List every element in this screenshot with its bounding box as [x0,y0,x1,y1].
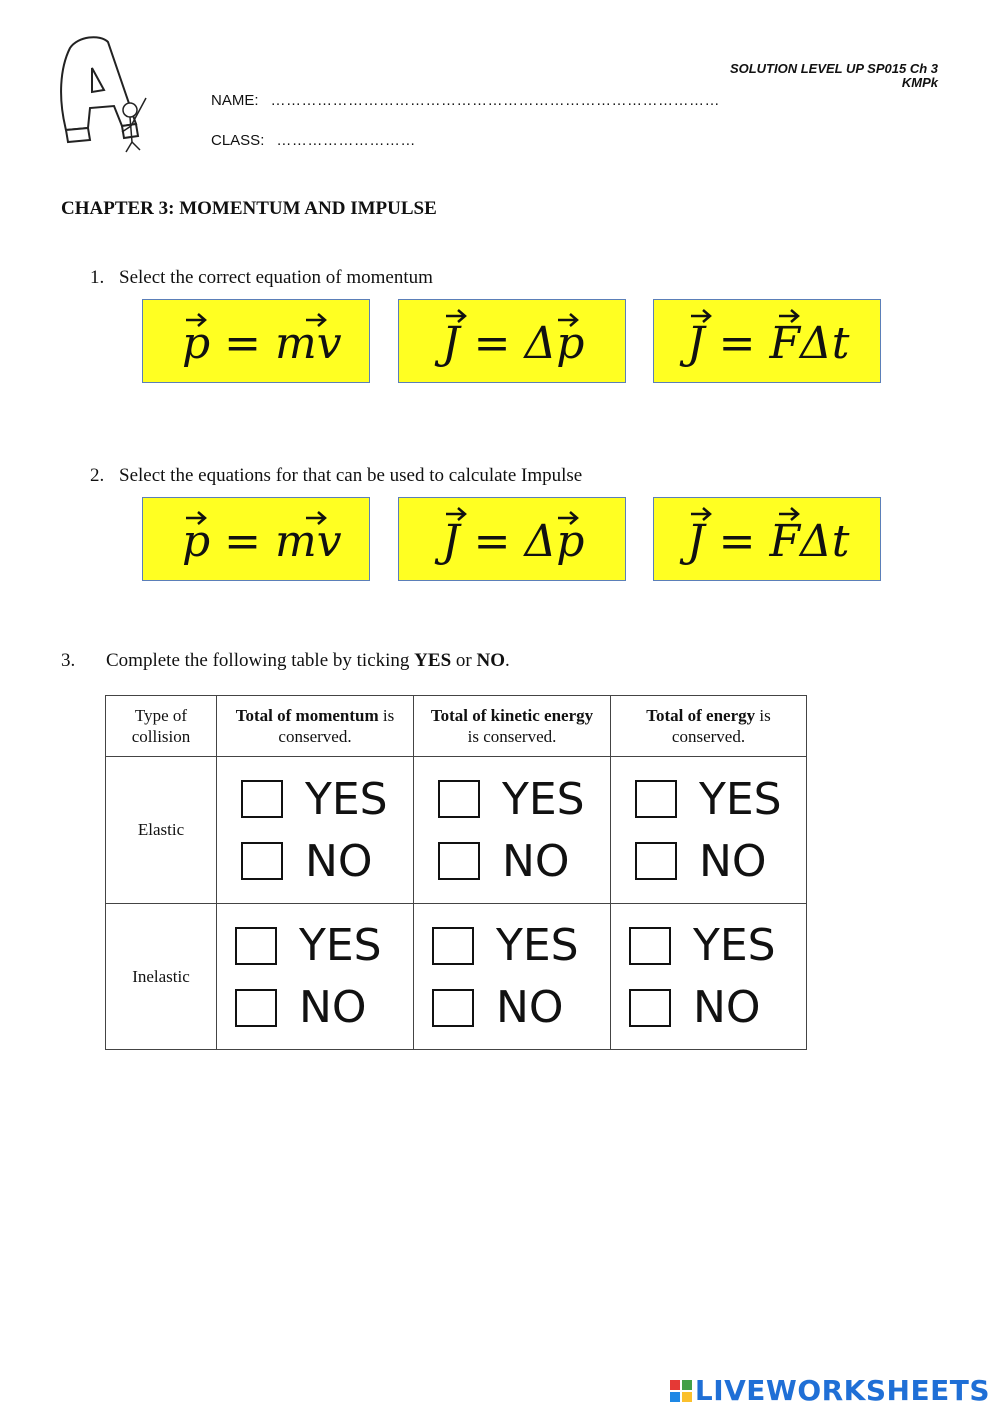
table-header-row [106,696,807,757]
checkbox-square[interactable] [629,989,671,1027]
checkbox-yes[interactable] [432,915,610,977]
equation-p-mv [156,306,356,376]
yes-word: YES [414,650,452,671]
or-word: or [451,650,477,671]
equation-j-fdt [667,504,867,574]
header-text: is conserved. [467,727,557,746]
header-text: Type of [134,706,188,725]
liveworksheets-brand[interactable] [669,1374,990,1407]
cell-inelastic-momentum [217,904,414,1050]
cell-elastic-kinetic-energy [414,757,611,904]
checkbox-no[interactable] [235,977,413,1039]
choice-label: NO [699,835,767,887]
table-row-inelastic [106,904,807,1050]
period: . [504,650,510,671]
choice-label: YES [699,773,782,825]
checkbox-square[interactable] [235,927,277,965]
choice-label: YES [693,920,776,971]
q3-text: Complete the following table by ticking [106,650,415,671]
collision-table [105,695,807,1050]
checkbox-square[interactable] [235,989,277,1027]
checkbox-square[interactable] [241,780,283,818]
checkbox-square[interactable] [635,780,677,818]
class-label: CLASS: [211,132,265,149]
checkbox-square[interactable] [629,927,671,965]
document-meta [730,62,938,90]
question-2 [90,465,582,487]
checkbox-no[interactable] [635,830,806,892]
equation-text: J = FΔt [687,516,850,567]
choice-label: YES [299,920,382,971]
choice-label: YES [305,773,388,825]
option-impulse-momentum-change[interactable] [398,497,626,581]
checkbox-no[interactable] [241,830,413,892]
name-dots: …………………………………………………………………………… [270,92,721,109]
option-momentum-equation[interactable] [142,299,370,383]
question-number: 2. [90,465,105,486]
question-number: 1. [90,267,105,288]
checkbox-no[interactable] [432,977,610,1039]
choice-label: YES [496,920,579,971]
header-total-momentum [217,696,414,757]
header-text: is [378,706,395,725]
table-row-elastic [106,757,807,904]
equation-text: J = Δp [442,516,585,567]
question-text [106,650,510,671]
checkbox-square[interactable] [432,927,474,965]
cell-inelastic-kinetic-energy [414,904,611,1050]
checkbox-square[interactable] [241,842,283,880]
row-label-elastic: Elastic [106,757,217,904]
header-text: collision [131,727,191,746]
checkbox-yes[interactable] [241,768,413,830]
checkbox-square[interactable] [438,842,480,880]
header-bold-text: Total of momentum [235,706,379,725]
class-field[interactable] [211,132,416,149]
equation-text: p = mv [182,516,342,567]
equation-text: p = mv [182,318,342,369]
name-label: NAME: [211,92,259,109]
checkbox-no[interactable] [629,977,806,1039]
checkbox-yes[interactable] [629,915,806,977]
header-text: conserved. [671,727,746,746]
question-number: 3. [61,650,76,671]
choice-label: NO [305,835,373,887]
question-text: Select the equations for that can be used to calculate Impulse [119,465,583,486]
option-impulse-momentum-change[interactable] [398,299,626,383]
equation-text: J = FΔt [687,318,850,369]
brand-name: LIVEWORKSHEETS [694,1374,990,1407]
header-bold-text: Total of energy [646,706,756,725]
letter-a-cartoon-logo [52,28,172,158]
question-text: Select the correct equation of momentum [119,267,433,288]
header-text: is [755,706,771,725]
question-1 [90,267,433,289]
equation-j-fdt [667,306,867,376]
cell-elastic-total-energy [611,757,807,904]
option-momentum-equation[interactable] [142,497,370,581]
checkbox-square[interactable] [438,780,480,818]
option-impulse-force-time[interactable] [653,299,881,383]
checkbox-yes[interactable] [635,768,806,830]
choice-label: YES [502,773,585,825]
equation-p-mv [156,504,356,574]
choice-label: NO [496,982,564,1033]
equation-j-dp [412,504,612,574]
name-field[interactable] [211,92,720,109]
header-type-of-collision [106,696,217,757]
checkbox-square[interactable] [432,989,474,1027]
header-total-kinetic-energy [414,696,611,757]
liveworksheets-logo-icon [669,1379,693,1403]
choice-label: NO [299,982,367,1033]
cell-inelastic-total-energy [611,904,807,1050]
choice-label: NO [693,982,761,1033]
kmpk-line: KMPk [901,75,938,90]
no-word: NO [476,650,505,671]
equation-j-dp [412,306,612,376]
question-3 [61,650,510,672]
chapter-title: CHAPTER 3: MOMENTUM AND IMPULSE [61,198,437,219]
checkbox-yes[interactable] [438,768,610,830]
checkbox-yes[interactable] [235,915,413,977]
header-text: conserved. [278,727,352,746]
header-total-energy [611,696,807,757]
checkbox-square[interactable] [635,842,677,880]
header-bold-text: Total of kinetic energy [430,706,594,725]
row-label-inelastic: Inelastic [106,904,217,1050]
class-dots: ……………………… [276,132,416,149]
choice-label: NO [502,835,570,887]
equation-text: J = Δp [442,318,585,369]
option-impulse-force-time[interactable] [653,497,881,581]
checkbox-no[interactable] [438,830,610,892]
solution-line: SOLUTION LEVEL UP SP015 Ch 3 [729,61,938,76]
cell-elastic-momentum [217,757,414,904]
